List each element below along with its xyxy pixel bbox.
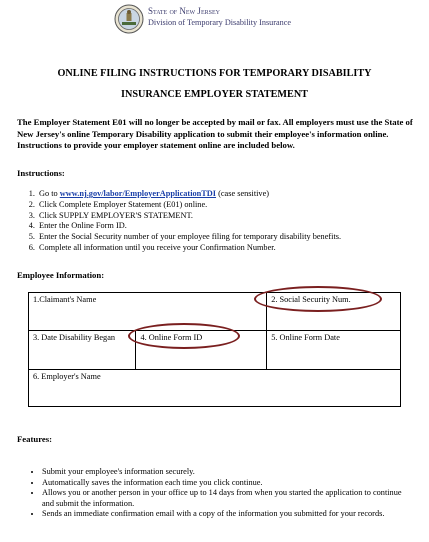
list-item: 5. Enter the Social Security number of your employee filing for temporary disability benefits. [37, 232, 429, 243]
agency-name [148, 6, 291, 28]
claimant-name-cell: 1.Claimant's Name [29, 293, 267, 331]
list-item: 4. Enter the Online Form ID. [37, 221, 429, 232]
page-title-line1: ONLINE FILING INSTRUCTIONS FOR TEMPORARY DISABILITY [57, 68, 372, 79]
agency-line2: Division of Temporary Disability Insurance [148, 18, 291, 27]
step1-suffix: (case sensitive) [216, 189, 270, 198]
employee-info-heading: Employee Information: [17, 270, 105, 280]
instructions-heading: Instructions: [17, 168, 65, 178]
list-item [37, 189, 429, 200]
nj-state-seal-icon [114, 4, 144, 34]
list-item: • Sends an immediate confirmation email with a copy of the information you submitted for your records. [42, 509, 414, 520]
list-item: • Allows you or another person in your office up to 14 days from when you started the application to continue and submit the information. [42, 488, 414, 509]
features-heading: Features: [17, 434, 53, 444]
form-id-highlight-circle [128, 323, 240, 349]
list-item: 3. Click SUPPLY EMPLOYER'S STATEMENT. [37, 211, 429, 222]
list-item: • Submit your employee's information securely. [42, 467, 414, 478]
step1-prefix: Go to [39, 189, 60, 198]
employer-application-link[interactable]: www.nj.gov/labor/EmployerApplicationTDI [59, 189, 217, 198]
employer-name-cell: 6. Employer's Name [29, 370, 401, 407]
form-date-cell: 5. Online Form Date [267, 331, 401, 370]
list-item: 6. Complete all information until you receive your Confirmation Number. [37, 243, 429, 254]
page-title-line2: INSURANCE EMPLOYER STATEMENT [121, 89, 308, 100]
instructions-list [17, 189, 429, 254]
ssn-cell: 2. Social Security Num. [267, 293, 401, 331]
list-item: 2. Click Complete Employer Statement (E01) online. [37, 200, 429, 211]
list-item: • Automatically saves the information each time you click continue. [42, 478, 414, 489]
intro-paragraph: The Employer Statement E01 will no longer be accepted by mail or fax. All employers must use the State of New Jersey's online Temporary Disability application to submit their employee's information online. Instructions to provide your employer statement online are included below. [17, 117, 413, 150]
features-list [28, 467, 414, 520]
document-header [114, 4, 354, 34]
ssn-highlight-circle [254, 286, 382, 312]
agency-line1: State of New Jersey [148, 6, 220, 16]
form-id-cell: 4. Online Form ID [136, 331, 267, 370]
date-disability-cell: 3. Date Disability Began [29, 331, 136, 370]
